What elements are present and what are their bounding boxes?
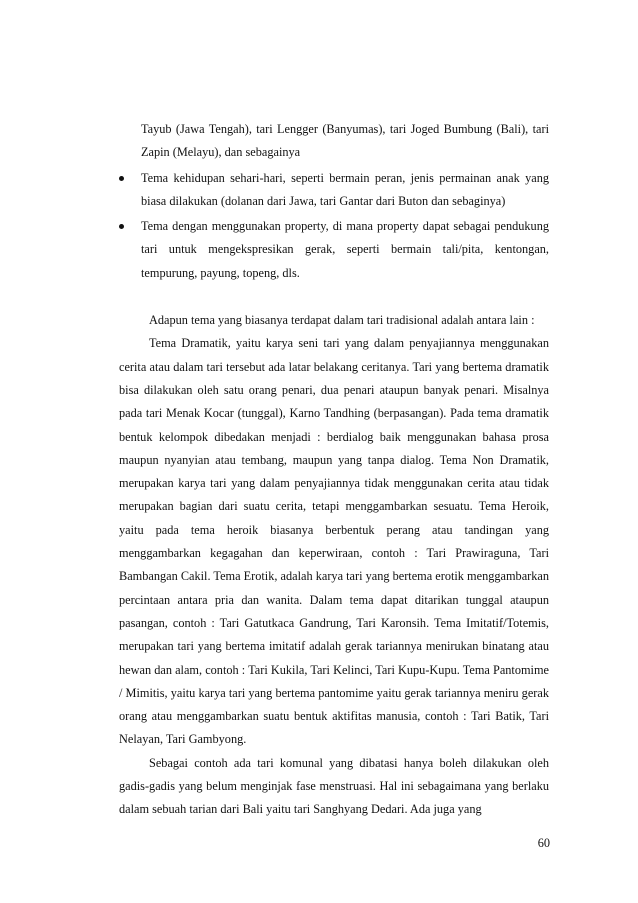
paragraph: Tema Dramatik, yaitu karya seni tari yang dalam penyajiannya menggunakan cerita atau dalam tari tersebut ada latar belakang ceritanya. Tari yang bertema dramatik bisa dilakukan oleh satu orang penari, dua penari ataupun banyak penari. Misalnya pada tari Menak Kocar (tunggal), Karno Tandhing (berpasangan). Pada tema dramatik bentuk kelompok dibedakan menjadi : berdialog baik menggunakan bahasa prosa maupun nyanyian atau tembang, maupun yang tanpa dialog. Tema Non Dramatik, merupakan karya tari yang dalam penyajiannya tidak menggunakan cerita atau tidak merupakan bagian dari suatu cerita, tetapi menggambarkan sesuatu. Tema Heroik, yaitu pada tema heroik biasanya berbentuk perang atau tandingan yang menggambarkan kegagahan dan keperwiraan, contoh : Tari Prawiraguna, Tari Bambangan Cakil. Tema Erotik, adalah karya tari yang bertema erotik menggambarkan percintaan antara pria dan wanita. Dalam tema dapat ditarikan tunggal ataupun pasangan, contoh : Tari Gatutkaca Gandrung, Tari Karonsih. Tema Imitatif/Totemis, merupakan tari yang bertema imitatif adalah gerak tariannya menirukan binatang atau hewan dan alam, contoh : Tari Kukila, Tari Kelinci, Tari Kupu-Kupu. Tema Pantomime / Mimitis, yaitu karya tari yang bertema pantomime yaitu gerak tariannya meniru gerak orang atau menggambarkan suatu bentuk aktifitas manusia, contoh : Tari Batik, Tari Nelayan, Tari Gambyong.	[119, 336, 549, 747]
bullet-text: Tema kehidupan sehari-hari, seperti bermain peran, jenis permainan anak yang biasa dilakukan (dolanan dari Jawa, tari Gantar dari Buton dan sebaginya)	[141, 170, 549, 208]
paragraph: Adapun tema yang biasanya terdapat dalam tari tradisional adalah antara lain :	[149, 313, 535, 328]
bullet-icon	[119, 224, 124, 229]
body-text	[119, 118, 549, 822]
bullet-list	[119, 167, 549, 285]
bullet-icon	[119, 176, 124, 181]
bullet-text: Tema dengan menggunakan property, di mana property dapat sebagai pendukung tari untuk mengekspresikan gerak, seperti bermain tali/pita, kentongan, tempurung, payung, topeng, dls.	[141, 219, 549, 280]
page-number: 60	[537, 836, 550, 850]
paragraph: Sebagai contoh ada tari komunal yang dibatasi hanya boleh dilakukan oleh gadis-gadis yang belum menginjak fase menstruasi. Hal ini sebagaimana yang berlaku dalam sebuah tarian dari Bali yaitu tari Sanghyang Dedari. Ada juga yang	[119, 755, 549, 817]
continued-list-text: Tayub (Jawa Tengah), tari Lengger (Banyumas), tari Joged Bumbung (Bali), tari Zapin (Melayu), dan sebagainya	[141, 122, 549, 160]
bullet-item	[119, 167, 549, 214]
bullet-item	[119, 215, 549, 285]
